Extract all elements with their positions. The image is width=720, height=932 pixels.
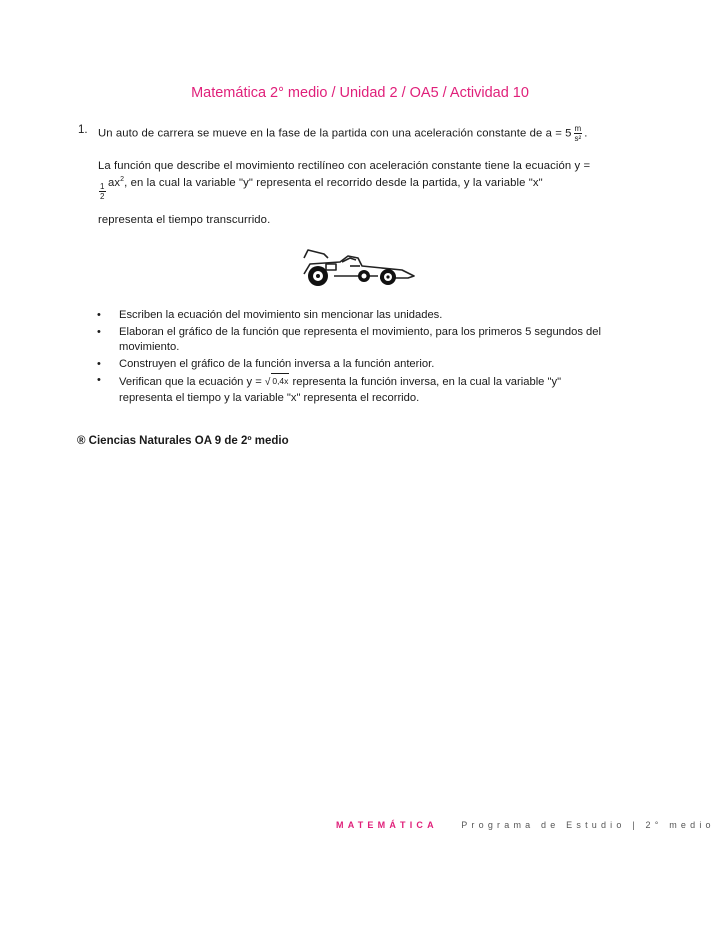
middle-wheel [358,270,370,282]
function-line-1: La función que describe el movimiento rectilíneo con aceleración constante tiene la ecuación y = [98,160,591,172]
bullet-text: Elaboran el gráfico de la función que representa el movimiento, para los primeros 5 segundos del movimiento. [119,325,601,353]
bullet-list [97,308,617,407]
rear-wheel [308,266,328,286]
bullet-text: Construyen el gráfico de la función inversa a la función anterior. [119,357,435,370]
unit-numerator: m [574,124,582,133]
footer-brand: MATEMÁTICA [336,820,438,830]
intro-end: . [584,127,588,140]
bullet-text: Escriben la ecuación del movimiento sin mencionar las unidades. [119,309,443,321]
function-line-2 [98,176,543,201]
activity-intro [98,124,588,143]
list-item [97,308,617,324]
exponent: 2 [120,176,125,183]
function-line-3: representa el tiempo transcurrido. [98,214,271,226]
front-wheel [380,269,396,285]
bullet-text-a: Verifican que la ecuación y = [119,376,265,388]
page-footer [336,820,715,830]
function-line-2-text: , en la cual la variable "y" representa el recorrido desde la partida, y la variable "x" [124,176,543,189]
page-title: Matemática 2° medio / Unidad 2 / OA5 / Actividad 10 [191,85,529,101]
unit-denominator: s² [574,134,582,143]
half-numerator: 1 [100,182,105,191]
activity-number: 1. [78,124,88,136]
list-item [97,357,617,373]
intro-text: Un auto de carrera se mueve en la fase de la partida con una aceleración constante de a = 5 [98,127,572,140]
function-ax: ax [108,176,121,189]
sqrt-argument: 0,4x [271,373,289,390]
half-fraction [99,182,106,201]
acceleration-unit-fraction [574,124,583,143]
race-car-illustration [290,228,422,300]
bullet-text-b: representa la función inversa, en la cual la variable "y" representa el tiempo y la variable "x" representa el recorrido. [119,376,562,404]
cross-reference: ® Ciencias Naturales OA 9 de 2º medio [77,435,289,447]
footer-program: Programa de Estudio | 2° medio [461,820,715,830]
side-pod [326,264,336,270]
list-item [97,373,617,406]
rear-wing [304,250,328,258]
list-item [97,325,617,356]
half-denominator: 2 [100,192,105,201]
sqrt-sign: √ [264,377,271,388]
